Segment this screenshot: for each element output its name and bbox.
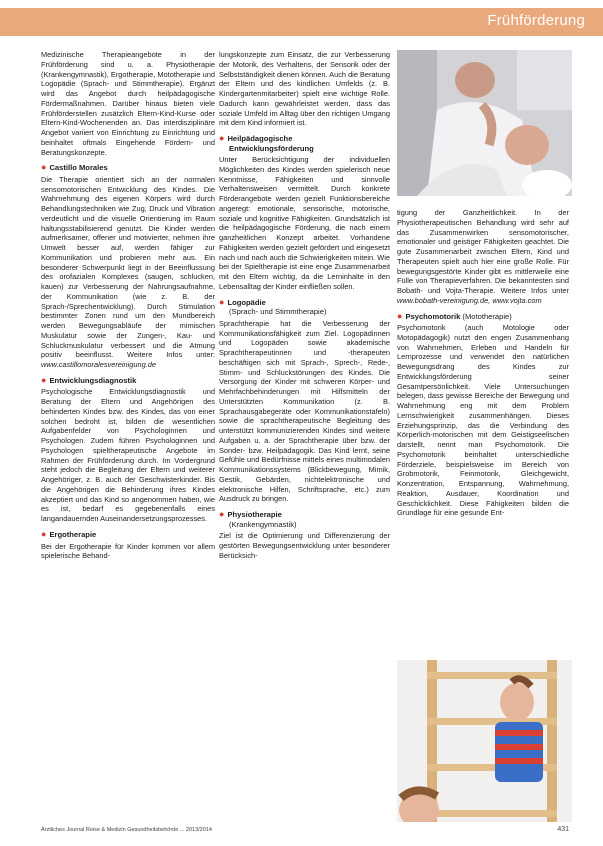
bullet-icon: ● [219, 296, 225, 307]
ergotherapie-continued: lungskonzepte zum Einsatz, die zur Verbesserung der Motorik, des Verhaltens, der Sensorik oder der Selbstständigkeit dienen können. Auch die Beratung der Eltern und des kindlichen Umfelds (z. B. Kindergartenmitarbeiter) spielt eine wichtige Rolle. Dadurch kann gewährleistet werden, dass das soziale Umfeld im Alltag über den richtigen Umgang mit dem Kind informiert ist. [219, 50, 390, 128]
bullet-icon: ● [219, 133, 225, 143]
logopaedie-paragraph: Sprachtherapie hat die Verbesserung der Kommunikationsfähigkeit zum Ziel. Logopädinnen und Logopäden sowie akademische Sprachtherapeutinnen und -therapeuten beschäftigen sich mit Sprach-, Sprech-, Rede-, Stimm- und Schluckstörungen des Kindes. Die Versorgung der Kinder mit schweren Körper- und Mehrfachbehinderungen mit Hilfsmitteln der Unterstützten Kommunikation (z. B. Sprachausgabegeräte oder Kommunikationstafeln) sowie die sprachtherapeutische Begleitung des unterstützt kommunizierenden Kindes sind weitere Aufgaben u. a. der Sprachtherapie über bzw. der Sonder- bzw. Heilpädagogik. Das Kind lernt, seine Gefühle und Bedürfnisse mittels eines multimodalen Kommunikationssystems (Blickbewegung, Mimik, Gestik, Gebärden, nichtelektronische und elektronische Hilfen, Schriftsprache, etc.) zum Ausdruck zu bringen. [219, 318, 390, 504]
photo-children-illustration [397, 50, 572, 196]
heading-entwicklungsdiagnostik: ● Entwicklungsdiagnostik [41, 374, 137, 385]
physiotherapie-continued: tigung der Ganzheitlichkeit. In der Physiotherapeutischen Behandlung wird sehr auf das Zusammenwirken sensomotorischer, emotionaler und geistiger Fähigkeiten geachtet. Die gute Zusammenarbeit zwischen Eltern, Kind und Therapeuten spielt auch hier eine große Rolle. Für bewegungsgestörte Kinder gibt es mittlerweile eine Fülle von Therapieverfahren. Die bekanntesten sind Bobath- und Vojta-Therapie. Weitere Infos unter www.bobath-vereinigung.de, www.vojta.com [397, 208, 569, 305]
page-footer [41, 827, 569, 833]
castillo-link[interactable]: www.castillomoralesvereinigung.de [41, 360, 157, 370]
column-1 [41, 50, 215, 561]
bullet-icon: ● [219, 509, 225, 520]
psychomotorik-paragraph: Psychomotorik (auch Motologie oder Motopädagogik) nutzt den engen Zusammenhang von Wahrnehmen, Erleben und Handeln für Lernprozesse und verwendet den natürlichen Bewegungsdrang des Kindes zur Entwicklungsförderung seiner Gesamtpersönlichkeit. Viele Untersuchungen belegen, dass gewisse Bereiche der Bewegung und Wahrnehmung eng mit dem Problem Lernschwierigkeit zusammenhängen. Dieses Erziehungsprinzip, das die Verbindung des Körperlich-motorischen mit dem Geistigseelischen darstellt, nennt man Psychomotorik. Die Psychomotorik beinhaltet unterschiedliche Förderziele, beispielsweise im Bereich von Grobmotorik, Feinmotorik, Gleichgewicht, Konzentration, Entspannung, Wahrnehmung, Reaktion, Ausdauer, Koordination und Geschicklichkeit. Diese Fähigkeiten bilden die Grundlage für eine gesunde Ent- [397, 323, 569, 518]
bullet-icon: ● [41, 162, 47, 173]
bullet-icon: ● [41, 374, 47, 385]
photo-child-climbing [397, 660, 572, 822]
heading-logopaedie: ● Logopädie (Sprach- und Stimmtherapie) [219, 296, 327, 317]
heading-castillo: ● Castillo Morales [41, 162, 108, 173]
bobath-link[interactable]: www.bobath-vereinigung.de, www.vojta.com [397, 295, 542, 305]
photo-climbing-illustration [397, 660, 572, 822]
bullet-icon: ● [41, 528, 47, 539]
physiotherapie-paragraph: Ziel ist die Optimierung und Differenzierung der gestörten Bewegungsentwicklung unter besonderer Berücksich- [219, 531, 390, 560]
heading-psychomotorik: ● Psychomotorik (Mototherapie) [397, 310, 512, 321]
bullet-icon: ● [397, 310, 403, 321]
entwicklungsdiagnostik-paragraph: Psychologische Entwicklungsdiagnostik und Beratung der Eltern und Angehörigen des behinderten Kindes bzw. des Kindes, das von einer solchen bedroht ist, bilden die wesentlichen Aufgabenfelder von Psychologinnen und Psychologen. Zudem führen Psychologinnen und Psychologen spieltherapeutische Angebote im Rahmen der Frühförderung durch. Im Vordergrund steht jedoch die Begleitung der Eltern und weiterer Angehöriger, z. B. auch der Geschwisterkinder. Bis die Angehörigen die Behinderung ihres Kindes akzeptiert und das Kind so angenommen haben, wie es ist, bedarf es gegebenenfalls eines langandauernden Auseinandersetzungsprozesses. [41, 387, 215, 524]
photo-children-therapy [397, 50, 572, 196]
section-title: Frühförderung [487, 12, 585, 29]
footer-journal: Ärztliches Journal Reise & Medizin Gesundheitsbehörde ... 2013/2014 [41, 827, 212, 833]
page-number: 431 [557, 826, 569, 833]
column-2 [219, 50, 390, 561]
column-3 [397, 208, 569, 518]
heading-physiotherapie: ● Physiotherapie (Krankengymnastik) [219, 509, 297, 529]
heading-heilpaedagogische: ● Heilpädagogische Entwicklungsförderung [219, 133, 314, 153]
intro-paragraph: Medizinische Therapieangebote in der Frühförderung sind u. a. Physiotherapie (Krankengymnastik), Ergotherapie, Mototherapie und Logopädie (Sprach- und Stimmtherapie). Ergänzt wird das Angebot durch heilpädagogische Fördermaßnahmen. Darüber hinaus bieten viele Frühförderstellen zusätzlich Eltern-Kind-Kurse oder Eltern-Kind-Wochenenden an. Das interdisziplinäre Angebot variiert von Einrichtung zu Einrichtung und beinhaltet oftmals Eingehende Fördern- und Beratungskonzepte. [41, 50, 215, 157]
heilpaedagogische-paragraph: Unter Berücksichtigung der individuellen Möglichkeiten des Kindes werden spielerisch neue Kenntnisse, Fähigkeiten und sinnvolle Verhaltensweisen vermittelt. Durch konkrete Förderangebote werden gezielt Funktionsbereiche angeregt: emotionale, sensorische, motorische, soziale und kognitive Fähigkeiten. Grundsätzlich ist die heilpädagogische Förderung, die nach einem ganzheitlichen Konzept arbeitet. Vorhandene Fähigkeiten werden gezielt gefördert und eingesetzt nach und nach auch die Schwierigkeiten mitein. Wie bei der Spieltherapie ist eine enge Zusammenarbeit mit den Eltern wichtig, da die Lerninhalte in den Lebensalltag der Kinder einfließen sollen. [219, 155, 390, 291]
castillo-paragraph: Die Therapie orientiert sich an der normalen sensomotorischen Entwicklung des Kindes. Die Wahrnehmung des eigenen Körpers wird durch Behandlungstechniken wie Zug, Druck und Vibration verdeutlicht und die visuelle Orientierung im Raum haltungsstabilisierend genutzt. Die Kinder werden aufmerksamer, offener und motivierter, nehmen ihre Umwelt besser auf, werden fähiger zur Kommunikation und probieren mehr aus. Ein besonderer Schwerpunkt liegt in der Beeinflussung des orofazialen Komplexes (saugen, schlucken, kauen) zur Verbesserung der Nahrungsaufnahme, der Kommunikation (wie z. B. der Sprach-/Sprechentwicklung). Durch Stimulation bestimmter Zonen rund um den Mundbereich werden Bewegungsabläufe der mimischen Muskulatur sowie der Zungen-, Kau- und Schluckmuskulatur verbessert und die Atmung positiv beeinflusst. Weitere Infos unter: www.castillomoralesvereinigung.de [41, 174, 215, 370]
ergotherapie-paragraph: Bei der Ergotherapie für Kinder kommen vor allem spielerische Behand- [41, 541, 215, 561]
heading-ergotherapie: ● Ergotherapie [41, 528, 97, 539]
